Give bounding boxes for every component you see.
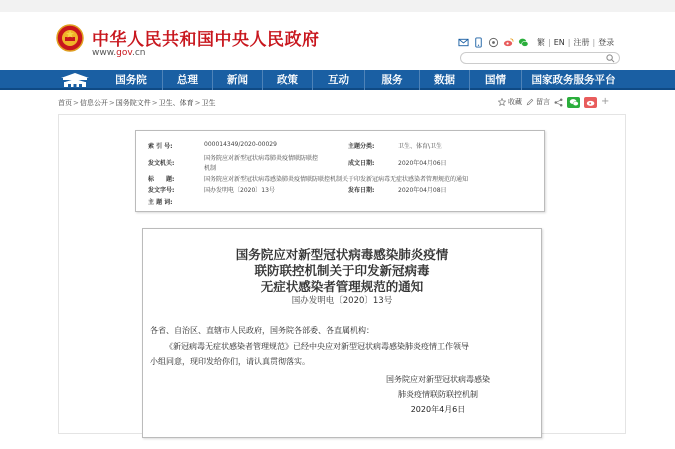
favorite-button[interactable]: [498, 97, 522, 107]
national-emblem-icon[interactable]: [56, 24, 84, 52]
link-english[interactable]: EN: [553, 37, 565, 47]
breadcrumb-home[interactable]: 首页: [58, 99, 72, 107]
meta-doc-number-label: 发文字号:: [148, 187, 175, 194]
nav-item-services[interactable]: 服务: [364, 70, 419, 90]
nav-item-premier[interactable]: 总理: [162, 70, 212, 90]
search-icon[interactable]: [606, 54, 615, 63]
site-title[interactable]: 中华人民共和国中央人民政府: [92, 30, 320, 50]
document-metadata-table: [135, 130, 545, 212]
link-separator: |: [592, 37, 596, 47]
tiananmen-icon[interactable]: [58, 72, 92, 88]
site-url-suffix: .cn: [131, 48, 146, 58]
document-salutation: 各省、自治区、直辖市人民政府，国务院各部委、各直属机构：: [150, 326, 374, 335]
meta-issuer-value-line1: 国务院应对新型冠状病毒肺炎疫情联防联控: [204, 155, 319, 162]
nav-item-interaction[interactable]: 互动: [312, 70, 364, 90]
wechat-icon[interactable]: [518, 37, 529, 48]
nav-item-national-info[interactable]: 国情: [469, 70, 521, 90]
nav-item-news[interactable]: 新闻: [212, 70, 262, 90]
meta-index-label: 索 引 号:: [148, 143, 173, 150]
nav-item-data[interactable]: 数据: [419, 70, 469, 90]
main-navigation: [0, 70, 675, 90]
link-separator: |: [548, 37, 551, 47]
weibo-icon[interactable]: [503, 37, 514, 48]
link-separator: |: [567, 37, 571, 47]
breadcrumb-separator: >: [108, 99, 115, 107]
document-body: [142, 228, 542, 438]
document-number: 国办发明电〔2020〕13号: [291, 296, 393, 306]
header-tools: [458, 35, 614, 49]
site-url: [92, 48, 146, 58]
favorite-label: 收藏: [508, 98, 522, 106]
link-traditional[interactable]: 繁: [537, 37, 545, 47]
pencil-icon: [526, 98, 534, 106]
breadcrumb-health[interactable]: 卫生: [201, 99, 216, 107]
meta-publish-date-label: 发布日期:: [348, 187, 375, 194]
meta-title-label: 标 题:: [148, 176, 175, 183]
link-register[interactable]: 注册: [573, 37, 590, 47]
meta-index-value: 000014349/2020-00029: [204, 141, 277, 148]
comment-label: 留言: [536, 98, 550, 106]
header-links: [537, 37, 614, 48]
nav-item-gov-service-platform[interactable]: 国家政务服务平台: [521, 70, 625, 90]
share-wechat-button[interactable]: [567, 97, 580, 108]
browser-top-strip: [0, 0, 675, 12]
document-body-line2: 小组同意，现印发给你们，请认真贯彻落实。: [150, 357, 310, 366]
search-box: [460, 52, 620, 64]
breadcrumb-state-council-docs[interactable]: 国务院文件: [115, 99, 151, 107]
document-signature-date: 2020年4月6日: [410, 405, 466, 414]
document-body-line1: 《新冠病毒无症状感染者管理规范》已经中央应对新型冠状病毒感染肺炎疫情工作领导: [165, 342, 469, 351]
nav-item-policy[interactable]: 政策: [262, 70, 312, 90]
share-icon[interactable]: [554, 98, 563, 107]
meta-issuer-value-line2: 机制: [204, 165, 217, 172]
wechat-share-icon: [569, 98, 579, 107]
meta-doc-number-value: 国办发明电〔2020〕13号: [204, 187, 275, 194]
site-url-prefix: www.: [92, 48, 117, 58]
weibo-share-icon: [586, 98, 596, 107]
meta-category-value: 卫生、体育\卫生: [398, 143, 443, 150]
more-share-plus-icon[interactable]: +: [601, 96, 610, 107]
document-title-line1: 国务院应对新型冠状病毒感染肺炎疫情: [235, 247, 449, 262]
share-weibo-button[interactable]: [584, 97, 597, 108]
breadcrumb-separator: >: [194, 99, 201, 107]
meta-title-value: 国务院应对新型冠状病毒感染肺炎疫情联防联控机制关于印发新冠病毒无症状感染者管理规范的通知: [204, 176, 469, 183]
document-title-line3: 无症状感染者管理规范的通知: [260, 279, 424, 294]
nav-items: [100, 70, 625, 90]
site-url-domain: gov: [116, 48, 132, 58]
mobile-icon[interactable]: [473, 37, 484, 48]
document-signature-line1: 国务院应对新型冠状病毒感染: [386, 375, 490, 384]
breadcrumb-separator: >: [73, 99, 79, 107]
breadcrumb-info-public[interactable]: 信息公开: [79, 99, 108, 107]
document-signature-line2: 肺炎疫情联防联控机制: [398, 390, 478, 399]
meta-issuer-label: 发文机关:: [148, 160, 175, 167]
app-icon[interactable]: [488, 37, 499, 48]
breadcrumb-separator: >: [151, 99, 158, 107]
nav-item-state-council[interactable]: 国务院: [115, 74, 147, 86]
meta-publish-date-value: 2020年04月08日: [398, 187, 447, 194]
comment-button[interactable]: [526, 97, 550, 107]
meta-keywords-label: 主 题 词:: [148, 199, 173, 206]
meta-category-label: 主题分类:: [348, 143, 375, 150]
breadcrumb-health-sports[interactable]: 卫生、体育: [158, 99, 194, 107]
page-actions: [498, 95, 609, 109]
star-icon: [498, 98, 506, 106]
mail-icon[interactable]: [458, 37, 469, 48]
link-login[interactable]: 登录: [598, 37, 615, 47]
meta-date-written-label: 成文日期:: [348, 160, 375, 167]
document-title-line2: 联防联控机制关于印发新冠病毒: [254, 263, 430, 278]
meta-date-written-value: 2020年04月06日: [398, 160, 447, 167]
